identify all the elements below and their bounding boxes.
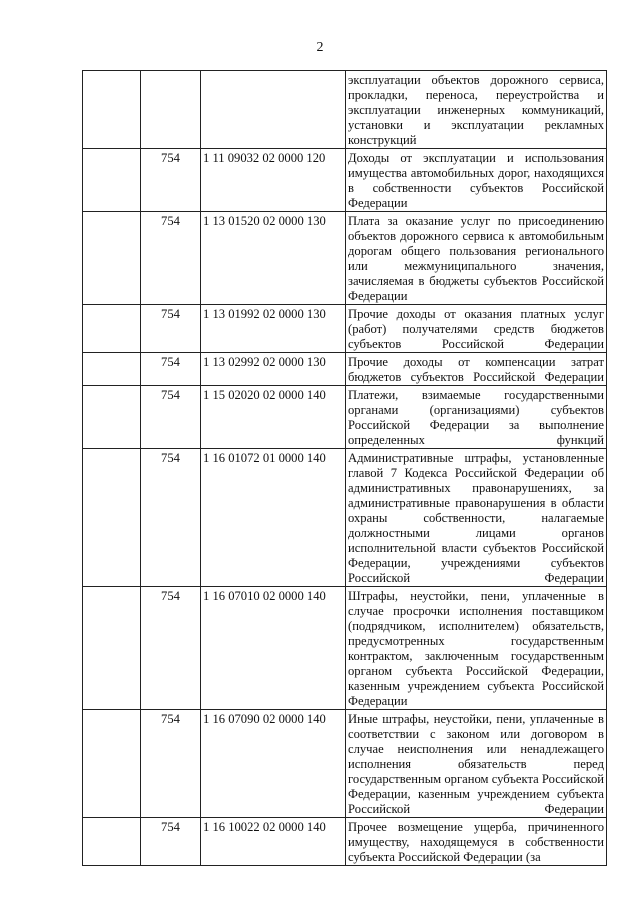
blank-cell — [83, 305, 141, 353]
blank-cell — [83, 386, 141, 449]
admin-code-cell: 754 — [141, 212, 201, 305]
admin-code-cell: 754 — [141, 305, 201, 353]
revenue-code-cell: 1 16 01072 01 0000 140 — [201, 449, 346, 587]
admin-code-cell: 754 — [141, 818, 201, 866]
blank-cell — [83, 71, 141, 149]
description-cell: Административные штрафы, установленные главой 7 Кодекса Российской Федерации об административных правонарушениях, за административные правонарушения в области охраны собственности, налагаемые должностными лицами органов исполнительной власти субъектов Российской Федерации, учреждениями субъектов Российской Федерации — [346, 449, 607, 587]
blank-cell — [83, 212, 141, 305]
table-row — [83, 353, 607, 386]
description-cell: Прочее возмещение ущерба, причиненного имуществу, находящемуся в собственности субъекта Российской Федерации (за — [346, 818, 607, 866]
revenue-code-cell: 1 16 07090 02 0000 140 — [201, 710, 346, 818]
revenue-code-cell: 1 16 10022 02 0000 140 — [201, 818, 346, 866]
blank-cell — [83, 818, 141, 866]
page-number: 2 — [316, 40, 324, 55]
description-cell: Штрафы, неустойки, пени, уплаченные в случае просрочки исполнения поставщиком (подрядчиком, исполнителем) обязательств, предусмотренных государственным контрактом, заключенным государственным органом субъекта Российской Федерации, казенным учреждением субъекта Российской Федерации — [346, 587, 607, 710]
revenue-code-cell: 1 13 02992 02 0000 130 — [201, 353, 346, 386]
description-cell: Доходы от эксплуатации и использования имущества автомобильных дорог, находящихся в собственности субъектов Российской Федерации — [346, 149, 607, 212]
description-cell: Прочие доходы от оказания платных услуг (работ) получателями средств бюджетов субъектов Российской Федерации — [346, 305, 607, 353]
admin-code-cell: 754 — [141, 386, 201, 449]
revenue-code-cell — [201, 71, 346, 149]
admin-code-cell: 754 — [141, 149, 201, 212]
description-cell: Плата за оказание услуг по присоединению объектов дорожного сервиса к автомобильным дорогам общего пользования регионального или межмуниципального значения, зачисляемая в бюджеты субъектов Российской Федерации — [346, 212, 607, 305]
table-row — [83, 587, 607, 710]
revenue-code-cell: 1 13 01520 02 0000 130 — [201, 212, 346, 305]
revenue-code-cell: 1 13 01992 02 0000 130 — [201, 305, 346, 353]
table-row — [83, 386, 607, 449]
description-cell: Прочие доходы от компенсации затрат бюджетов субъектов Российской Федерации — [346, 353, 607, 386]
table-row — [83, 212, 607, 305]
admin-code-cell — [141, 71, 201, 149]
revenue-code-cell: 1 11 09032 02 0000 120 — [201, 149, 346, 212]
blank-cell — [83, 353, 141, 386]
description-cell: Иные штрафы, неустойки, пени, уплаченные в соответствии с законом или договором в случае неисполнения или ненадлежащего исполнения обязательств перед государственным органом субъекта Российской Федерации, казенным учреждением субъекта Российской Федерации — [346, 710, 607, 818]
table-row — [83, 305, 607, 353]
table-row — [83, 818, 607, 866]
admin-code-cell: 754 — [141, 353, 201, 386]
blank-cell — [83, 587, 141, 710]
revenue-code-cell: 1 16 07010 02 0000 140 — [201, 587, 346, 710]
blank-cell — [83, 149, 141, 212]
blank-cell — [83, 710, 141, 818]
revenue-codes-table — [82, 70, 607, 866]
admin-code-cell: 754 — [141, 449, 201, 587]
admin-code-cell: 754 — [141, 587, 201, 710]
table-row — [83, 71, 607, 149]
blank-cell — [83, 449, 141, 587]
table-row — [83, 449, 607, 587]
description-cell: Платежи, взимаемые государственными органами (организациями) субъектов Российской Федерации за выполнение определенных функций — [346, 386, 607, 449]
table-row — [83, 710, 607, 818]
description-cell: эксплуатации объектов дорожного сервиса, прокладки, переноса, переустройства и эксплуатации инженерных коммуникаций, установки и эксплуатации рекламных конструкций — [346, 71, 607, 149]
revenue-code-cell: 1 15 02020 02 0000 140 — [201, 386, 346, 449]
admin-code-cell: 754 — [141, 710, 201, 818]
table-row — [83, 149, 607, 212]
